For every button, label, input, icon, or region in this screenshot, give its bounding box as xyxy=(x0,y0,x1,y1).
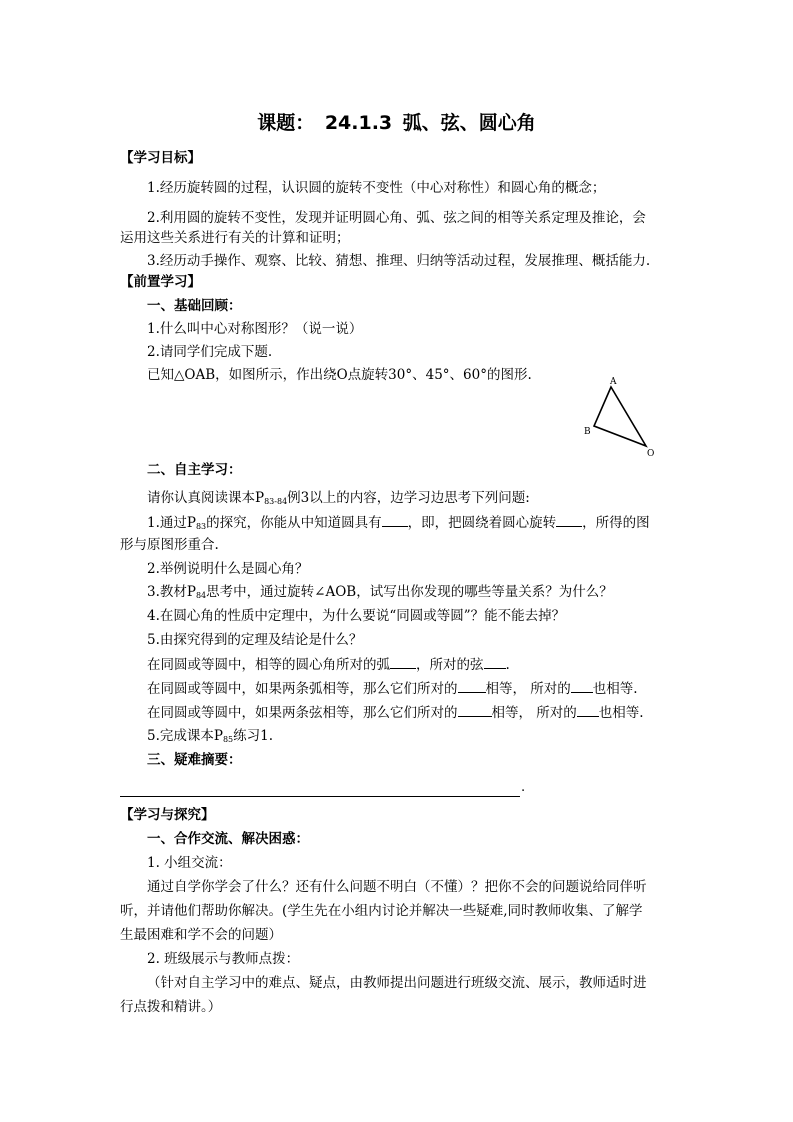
title-number: 24.1.3 xyxy=(324,112,393,134)
class-text-1: （针对自主学习中的难点、疑点，由教师提出问题进行班级交流、展示，教师适时进 xyxy=(147,975,647,991)
review-item-2: 2.请同学们完成下题. xyxy=(147,344,273,360)
text-segment: 也相等. xyxy=(592,681,638,697)
text-segment: 在同圆或等圆中，相等的圆心角所对的弧 xyxy=(147,657,390,673)
answer-line-end: . xyxy=(521,780,526,795)
question-1-cont: 形与原图形重合. xyxy=(120,537,219,553)
goal-item-2: 2.利用圆的旋转不变性，发现并证明圆心角、弧、弦之间的相等关系定理及推论，会 xyxy=(147,210,646,226)
page-subscript: 83-84 xyxy=(264,497,288,506)
text-segment: 相等， 所对的 xyxy=(491,705,577,721)
group-text-1: 通过自学你学会了什么？还有什么问题不明白（不懂）？把你不会的问题说给同伴听 xyxy=(147,879,647,895)
title-prefix: 课题： xyxy=(257,112,315,134)
fill-line-2 xyxy=(147,678,638,699)
text-segment: 在同圆或等圆中，如果两条弦相等，那么它们所对的 xyxy=(147,705,458,721)
coop-heading: 一、合作交流、解决困惑： xyxy=(147,831,309,847)
text-segment: 3.教材P xyxy=(147,584,196,600)
page-subscript: 84 xyxy=(195,591,207,600)
fill-blank[interactable] xyxy=(577,702,599,717)
difficulty-heading: 三、疑难摘要： xyxy=(147,752,242,768)
goal-item-2-cont: 运用这些关系进行有关的计算和证明； xyxy=(120,230,350,246)
vertex-label-o: O xyxy=(647,449,655,459)
text-segment: 也相等. xyxy=(598,705,644,721)
question-4: 4.在圆心角的性质中定理中，为什么要说“同圆或等圆”？能不能去掉？ xyxy=(147,608,566,624)
text-segment: . xyxy=(505,657,510,673)
triangle-oab-figure xyxy=(576,372,666,462)
title-name: 弧、弦、圆心角 xyxy=(402,112,536,134)
text-segment: 练习1. xyxy=(233,728,274,744)
self-study-heading: 二、自主学习： xyxy=(147,462,242,478)
fill-blank[interactable] xyxy=(571,678,593,693)
self-study-intro xyxy=(147,488,530,512)
prestudy-heading: 【前置学习】 xyxy=(120,274,201,290)
text-segment: 1.通过P xyxy=(147,515,196,531)
class-heading: 2. 班级展示与教师点拨： xyxy=(147,951,300,967)
text-segment: 请你认真阅读课本P xyxy=(147,490,265,506)
vertex-label-b: B xyxy=(584,427,591,437)
vertex-label-a: A xyxy=(610,377,617,387)
explore-heading: 【学习与探究】 xyxy=(120,807,215,823)
text-segment: ，即，把圆绕着圆心旋转 xyxy=(407,515,557,531)
fill-blank[interactable] xyxy=(484,654,506,669)
question-3 xyxy=(147,582,613,606)
fill-blank[interactable] xyxy=(390,654,416,669)
fill-blank[interactable] xyxy=(458,702,492,717)
group-heading: 1. 小组交流： xyxy=(147,855,232,871)
goals-heading: 【学习目标】 xyxy=(120,150,201,166)
page-subscript: 83 xyxy=(195,522,207,531)
goal-item-3: 3.经历动手操作、观察、比较、猜想、推理、归纳等活动过程，发展推理、概括能力. xyxy=(147,253,651,269)
question-6 xyxy=(147,726,273,750)
text-segment: 例3以上的内容，边学习边思考下列问题: xyxy=(287,490,530,506)
class-text-2: 行点拨和精讲。） xyxy=(120,999,222,1015)
review-heading: 一、基础回顾： xyxy=(147,298,242,314)
fill-blank[interactable] xyxy=(382,512,408,527)
page-subscript: 85 xyxy=(222,735,234,744)
question-5: 5.由探究得到的定理及结论是什么？ xyxy=(147,632,363,648)
fill-blank[interactable] xyxy=(556,512,582,527)
question-1 xyxy=(147,512,650,537)
text-segment: 的探究，你能从中知道圆具有 xyxy=(206,515,382,531)
text-segment: ，所对的弦 xyxy=(416,657,484,673)
group-text-3: 生最困难和学不会的问题） xyxy=(120,927,282,943)
text-segment: 在同圆或等圆中，如果两条弧相等，那么它们所对的 xyxy=(147,681,458,697)
triangle-oab xyxy=(594,387,646,446)
question-2: 2.举例说明什么是圆心角？ xyxy=(147,561,309,577)
text-segment: 相等， 所对的 xyxy=(485,681,571,697)
page-title xyxy=(0,108,793,135)
fill-line-1 xyxy=(147,654,510,675)
goal-item-1: 1.经历旋转圆的过程，认识圆的旋转不变性（中心对称性）和圆心角的概念； xyxy=(147,180,606,196)
review-item-3: 已知△OAB，如图所示，作出绕O点旋转30°、45°、60°的图形. xyxy=(147,367,532,383)
text-segment: 思考中，通过旋转∠AOB，试写出你发现的哪些等量关系？为什么？ xyxy=(206,584,613,600)
fill-line-3 xyxy=(147,702,644,723)
answer-line[interactable] xyxy=(120,796,520,797)
group-text-2: 听，并请他们帮助你解决。(学生先在小组内讨论并解决一些疑难,同时教师收集、了解学 xyxy=(120,903,643,919)
review-item-1: 1.什么叫中心对称图形？（说一说） xyxy=(147,321,363,337)
text-segment: 5.完成课本P xyxy=(147,728,223,744)
fill-blank[interactable] xyxy=(458,678,486,693)
text-segment: ，所得的图 xyxy=(582,515,650,531)
